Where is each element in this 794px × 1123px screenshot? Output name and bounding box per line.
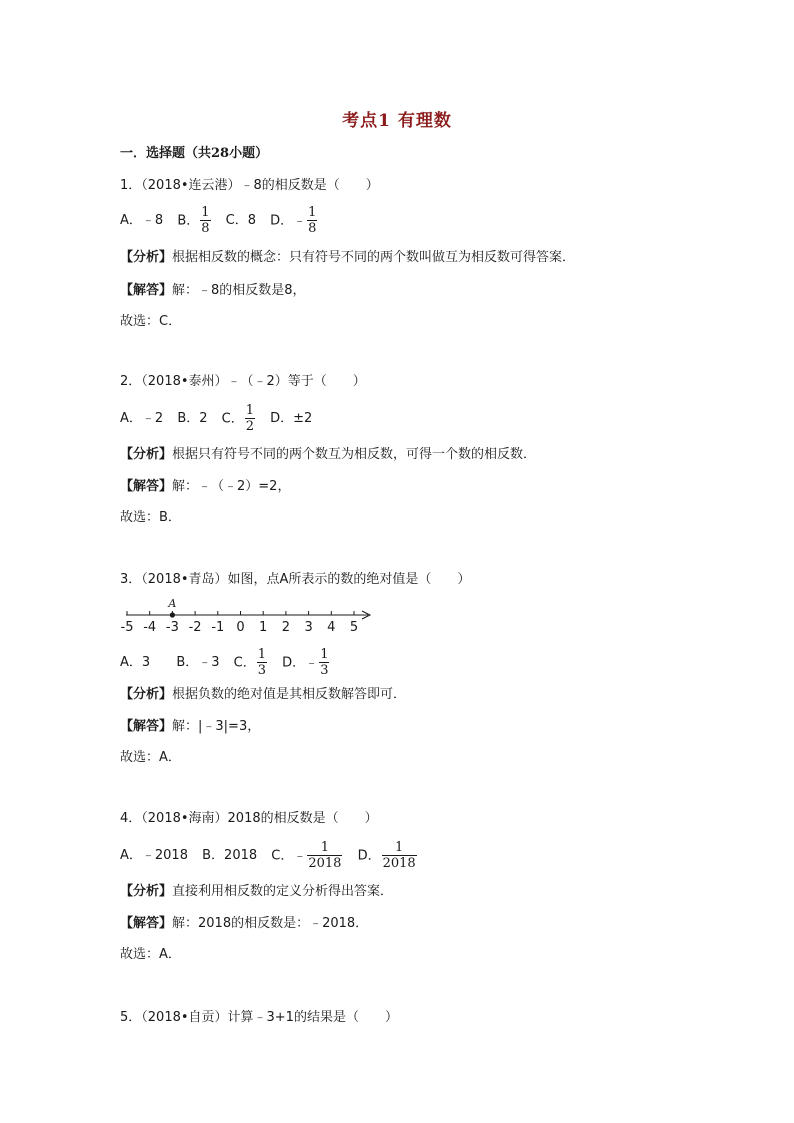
q3-options bbox=[120, 648, 340, 679]
number-line-tick-label: 2 bbox=[281, 620, 291, 635]
q2-choice: 故选：B． bbox=[120, 510, 181, 525]
analysis-text: 根据只有符号不同的两个数互为相反数，可得一个数的相反数． bbox=[172, 447, 537, 462]
analysis-text: 根据负数的绝对值是其相反数解答即可． bbox=[172, 687, 407, 702]
fraction-denominator: 8 bbox=[308, 221, 317, 236]
solution-tag: 【解答】 bbox=[120, 916, 173, 931]
fraction-denominator: 3 bbox=[257, 663, 267, 678]
q1-option-d-prefix: D．﹣ bbox=[270, 213, 307, 229]
q2-options bbox=[120, 404, 322, 435]
number-line-tick-label: 3 bbox=[304, 620, 313, 635]
fraction-numerator: 1 bbox=[308, 205, 317, 220]
q4-analysis bbox=[120, 882, 393, 902]
q1-option-a: A．﹣8 bbox=[120, 213, 164, 229]
q1-option-b-fraction bbox=[200, 206, 210, 236]
q5-stem: 5．（2018•自贡）计算﹣3+1的结果是（ ） bbox=[120, 1010, 398, 1025]
number-line-tick-label: 0 bbox=[236, 620, 245, 635]
solution-text: 解：2018的相反数是：﹣2018． bbox=[172, 916, 369, 931]
number-line-tick-label: 1 bbox=[259, 620, 268, 635]
point-a-label: A bbox=[168, 597, 177, 610]
q2-option-b: B．2 bbox=[177, 411, 208, 427]
q4-option-c bbox=[271, 841, 343, 872]
q4-options bbox=[120, 841, 428, 872]
q1-option-b bbox=[177, 206, 211, 237]
q1-stem: 1．（2018•连云港）﹣8的相反数是（ ） bbox=[120, 178, 379, 193]
q1-option-c: C．8 bbox=[225, 213, 257, 229]
q3-option-d: D．﹣ $\frac{1}{3}$ bbox=[282, 647, 329, 678]
q4-solution bbox=[120, 914, 368, 934]
number-line-tick-label: -2 bbox=[188, 620, 202, 635]
q4-option-d-fraction bbox=[382, 841, 417, 871]
analysis-tag: 【分析】 bbox=[120, 687, 173, 702]
q1-option-b-prefix: B． bbox=[177, 213, 200, 229]
analysis-tag: 【分析】 bbox=[120, 250, 173, 265]
q3-option-c bbox=[234, 648, 268, 679]
fraction-denominator: 2018 bbox=[382, 856, 416, 871]
q2-option-c bbox=[222, 404, 256, 435]
fraction-numerator: 1 bbox=[320, 840, 330, 855]
solution-text: 解：﹣（﹣2）=2， bbox=[172, 479, 291, 494]
solution-tag: 【解答】 bbox=[120, 479, 173, 494]
q3-choice: 故选：A． bbox=[120, 750, 181, 765]
fraction-numerator: 1 bbox=[320, 647, 329, 662]
number-line-tick-label: -5 bbox=[120, 620, 134, 635]
q2-option-c-fraction bbox=[245, 404, 255, 434]
analysis-tag: 【分析】 bbox=[120, 884, 173, 899]
fraction-numerator: 1 bbox=[201, 205, 210, 220]
number-line bbox=[116, 597, 376, 637]
q3-stem: 3．（2018•青岛）如图，点A所表示的数的绝对值是（ ） bbox=[120, 572, 471, 587]
q4-choice: 故选：A． bbox=[120, 947, 181, 962]
q2-analysis bbox=[120, 445, 536, 465]
q4-option-c-prefix: C．﹣ bbox=[271, 848, 307, 864]
q2-option-c-prefix: C． bbox=[221, 411, 244, 427]
number-line-tick-label: 4 bbox=[327, 620, 336, 635]
fraction-denominator: 2 bbox=[245, 419, 255, 434]
q3-option-d-prefix: D． bbox=[282, 655, 306, 671]
fraction-denominator: 3 bbox=[320, 663, 329, 678]
solution-tag: 【解答】 bbox=[120, 283, 173, 298]
q4-option-d-prefix: D． bbox=[357, 848, 381, 864]
q2-option-a: A．﹣2 bbox=[120, 411, 164, 427]
analysis-text: 根据相反数的概念：只有符号不同的两个数叫做互为相反数可得答案． bbox=[172, 250, 576, 265]
q1-option-d-fraction bbox=[307, 206, 317, 236]
q1-solution bbox=[120, 281, 306, 301]
q4-option-a: A．﹣2018 bbox=[120, 848, 188, 864]
solution-text: 解：﹣8的相反数是8， bbox=[172, 283, 306, 298]
q1-choice: 故选：C． bbox=[120, 314, 182, 329]
fraction-numerator: 1 bbox=[257, 647, 267, 662]
q3-option-c-prefix: C． bbox=[233, 655, 256, 671]
q4-stem: 4．（2018•海南）2018的相反数是（ ） bbox=[120, 811, 378, 826]
q3-analysis bbox=[120, 685, 406, 705]
fraction-denominator: 2018 bbox=[308, 856, 342, 871]
q4-option-c-fraction bbox=[307, 841, 342, 871]
q3-option-b: B．﹣3 bbox=[176, 655, 220, 671]
fraction-numerator: 1 bbox=[245, 403, 255, 418]
q1-options bbox=[120, 206, 328, 237]
analysis-tag: 【分析】 bbox=[120, 447, 173, 462]
q4-option-b: B．2018 bbox=[202, 848, 258, 864]
q2-stem: 2．（2018•泰州）﹣（﹣2）等于（ ） bbox=[120, 374, 366, 389]
q4-option-d bbox=[358, 841, 418, 872]
q3-option-c-fraction bbox=[257, 648, 267, 678]
number-line-tick-label: 5 bbox=[349, 620, 359, 635]
fraction-denominator: 8 bbox=[201, 221, 210, 236]
number-line-tick-label: -4 bbox=[143, 620, 157, 635]
fraction-numerator: 1 bbox=[395, 840, 404, 855]
solution-text: 解：|﹣3|=3， bbox=[172, 719, 261, 734]
number-line-tick-label: -1 bbox=[211, 620, 225, 635]
page-title: 考点1 有理数 bbox=[342, 111, 452, 131]
q1-analysis bbox=[120, 248, 575, 268]
solution-tag: 【解答】 bbox=[120, 719, 173, 734]
point-a-marker bbox=[170, 612, 175, 617]
q2-option-d: D．±2 bbox=[270, 411, 313, 427]
q3-option-d-fraction bbox=[319, 648, 329, 678]
analysis-text: 直接利用相反数的定义分析得出答案． bbox=[172, 884, 394, 899]
q1-option-d bbox=[270, 206, 318, 237]
q3-solution bbox=[120, 717, 260, 737]
section-heading: 一．选择题（共28小题） bbox=[120, 146, 269, 161]
number-line-tick-label: -3 bbox=[165, 620, 179, 635]
q2-solution bbox=[120, 477, 290, 497]
q3-option-a: A．3 bbox=[120, 655, 151, 671]
